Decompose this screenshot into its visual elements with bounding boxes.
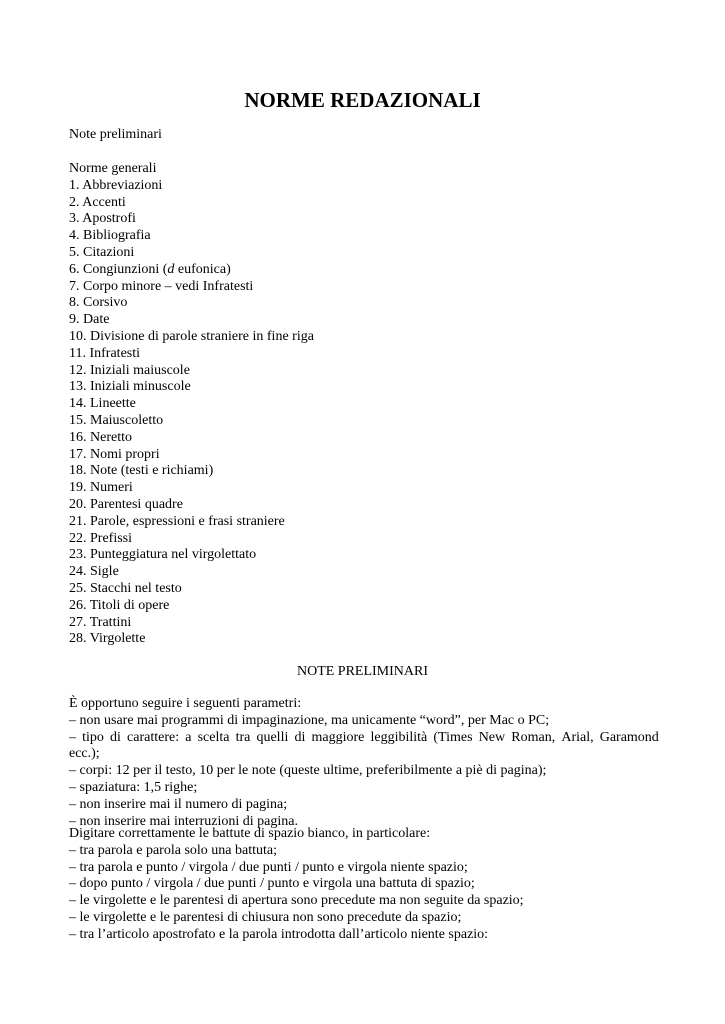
- toc-item-number: 11.: [69, 345, 86, 361]
- spacing-paragraph: [69, 826, 659, 944]
- toc-item-number: 26.: [69, 597, 87, 613]
- toc-item: [69, 413, 659, 430]
- toc-item-number: 5.: [69, 244, 80, 260]
- toc-item: [69, 564, 659, 581]
- toc-item: [69, 346, 659, 363]
- toc-item-number: 1.: [69, 177, 80, 193]
- parameter-item: – spaziatura: 1,5 righe;: [69, 779, 198, 795]
- toc-item: [69, 329, 659, 346]
- parameter-item: ecc.);: [69, 746, 100, 762]
- toc-item-text: Infratesti: [89, 345, 141, 361]
- toc-item-number: 3.: [69, 211, 80, 227]
- spacing-item: – tra parola e punto / virgola / due punti / punto e virgola niente spazio;: [69, 859, 468, 875]
- toc-item-number: 13.: [69, 379, 87, 395]
- toc-item-text: Corpo minore – vedi Infratesti: [83, 278, 254, 294]
- toc-item-number: 12.: [69, 362, 87, 378]
- toc-item: [69, 195, 659, 212]
- toc-item-text: Corsivo: [83, 295, 128, 311]
- toc-item-text: Note (testi e richiami): [90, 463, 214, 479]
- spacing-item: – tra l’articolo apostrofato e la parola introdotta dall’articolo niente spazio:: [69, 926, 489, 942]
- toc-item: [69, 279, 659, 296]
- toc-item-text: Apostrofi: [82, 211, 136, 227]
- toc-item-text: Parole, espressioni e frasi straniere: [90, 513, 285, 529]
- toc-item-text: Maiuscoletto: [90, 412, 164, 428]
- toc-item: [69, 312, 659, 329]
- toc-item-text: Accenti: [82, 194, 126, 210]
- toc-item-number: 28.: [69, 631, 87, 647]
- toc-item-text: Trattini: [89, 614, 132, 630]
- spacing-item: – le virgolette e le parentesi di chiusura non sono precedute da spazio;: [69, 909, 462, 925]
- toc-item-text: Divisione di parole straniere in fine riga: [90, 328, 314, 344]
- preliminary-notes-label: Note preliminari: [69, 127, 162, 142]
- toc-item-text: Abbreviazioni: [82, 177, 163, 193]
- toc-item-text: Numeri: [90, 480, 133, 496]
- toc-item: [69, 514, 659, 531]
- spacing-item: – dopo punto / virgola / due punti / punto e virgola una battuta di spazio;: [69, 876, 475, 892]
- table-of-contents: [69, 161, 659, 648]
- toc-item-text: Virgolette: [89, 631, 146, 647]
- toc-item-number: 16.: [69, 429, 87, 445]
- toc-item: [69, 379, 659, 396]
- parameters-intro: È opportuno seguire i seguenti parametri:: [69, 696, 302, 711]
- toc-item-text: eufonica): [174, 261, 231, 277]
- toc-item-text: Prefissi: [90, 530, 132, 546]
- toc-item-number: 18.: [69, 463, 87, 479]
- toc-item-text: Congiunzioni (: [83, 261, 168, 277]
- toc-item: [69, 178, 659, 195]
- toc-item: [69, 363, 659, 380]
- toc-item-number: 8.: [69, 295, 80, 311]
- toc-item-number: 4.: [69, 228, 80, 244]
- toc-item-text: Sigle: [90, 564, 119, 580]
- section-heading: NOTE PRELIMINARI: [296, 664, 429, 679]
- toc-item-italic: d: [167, 261, 175, 277]
- toc-item: [69, 396, 659, 413]
- toc-item: [69, 615, 659, 632]
- toc-item-number: 24.: [69, 564, 87, 580]
- parameter-item: – corpi: 12 per il testo, 10 per le note (queste ultime, preferibilmente a piè di pagina);: [69, 763, 547, 779]
- parameters-paragraph: [69, 696, 659, 830]
- toc-item-text: Nomi propri: [90, 446, 160, 462]
- toc-item-number: 20.: [69, 496, 87, 512]
- toc-item-number: 25.: [69, 580, 87, 596]
- toc-item: [69, 531, 659, 548]
- parameter-item: – non inserire mai il numero di pagina;: [69, 796, 288, 812]
- toc-item: [69, 547, 659, 564]
- toc-item-text: Lineette: [90, 396, 136, 412]
- toc-item-text: Parentesi quadre: [90, 496, 183, 512]
- toc-item-text: Punteggiatura nel virgolettato: [90, 547, 257, 563]
- spacing-item: – le virgolette e le parentesi di apertura sono precedute ma non seguite da spazio;: [69, 893, 524, 909]
- toc-item: [69, 262, 659, 279]
- toc-item-text: Bibliografia: [83, 228, 151, 244]
- toc-item-number: 19.: [69, 480, 87, 496]
- toc-item-text: Date: [83, 312, 110, 328]
- spacing-item: – tra parola e parola solo una battuta;: [69, 842, 277, 858]
- toc-item-number: 2.: [69, 194, 80, 210]
- toc-item-number: 15.: [69, 412, 87, 428]
- toc-heading: Norme generali: [69, 161, 157, 176]
- toc-item-number: 6.: [69, 261, 80, 277]
- toc-item-text: Iniziali maiuscole: [90, 362, 190, 378]
- toc-item-text: Titoli di opere: [89, 597, 170, 613]
- toc-item-number: 9.: [69, 312, 80, 328]
- toc-item: [69, 631, 659, 648]
- toc-item: [69, 211, 659, 228]
- toc-item: [69, 228, 659, 245]
- spacing-list: [69, 843, 659, 944]
- toc-item: [69, 245, 659, 262]
- toc-list: [69, 178, 659, 648]
- toc-item-number: 21.: [69, 513, 87, 529]
- toc-item-text: Iniziali minuscole: [90, 379, 191, 395]
- toc-item-number: 27.: [69, 614, 87, 630]
- toc-item: [69, 598, 659, 615]
- toc-item-number: 7.: [69, 278, 80, 294]
- toc-item-number: 23.: [69, 547, 87, 563]
- parameter-item: – non usare mai programmi di impaginazione, ma unicamente “word”, per Mac o PC;: [69, 712, 550, 728]
- toc-item-text: Neretto: [90, 429, 132, 445]
- parameter-item: – non inserire mai interruzioni di pagina.: [69, 813, 298, 829]
- spacing-intro: Digitare correttamente le battute di spazio bianco, in particolare:: [69, 826, 431, 841]
- toc-item: [69, 463, 659, 480]
- toc-item: [69, 295, 659, 312]
- toc-item: [69, 497, 659, 514]
- toc-item-number: 17.: [69, 446, 87, 462]
- toc-item: [69, 581, 659, 598]
- toc-item-number: 14.: [69, 396, 87, 412]
- toc-item: [69, 447, 659, 464]
- parameter-item: – tipo di carattere: a scelta tra quelli di maggiore leggibilità (Times New Roman, Arial, Garamond: [69, 729, 659, 745]
- toc-item-text: Citazioni: [83, 244, 135, 260]
- preliminary-notes-entry: [69, 127, 659, 144]
- parameters-list: [69, 713, 659, 831]
- toc-item: [69, 430, 659, 447]
- toc-item-number: 22.: [69, 530, 87, 546]
- document-title: NORME REDAZIONALI: [244, 88, 481, 112]
- toc-item-number: 10.: [69, 328, 87, 344]
- toc-item-text: Stacchi nel testo: [90, 580, 182, 596]
- toc-item: [69, 480, 659, 497]
